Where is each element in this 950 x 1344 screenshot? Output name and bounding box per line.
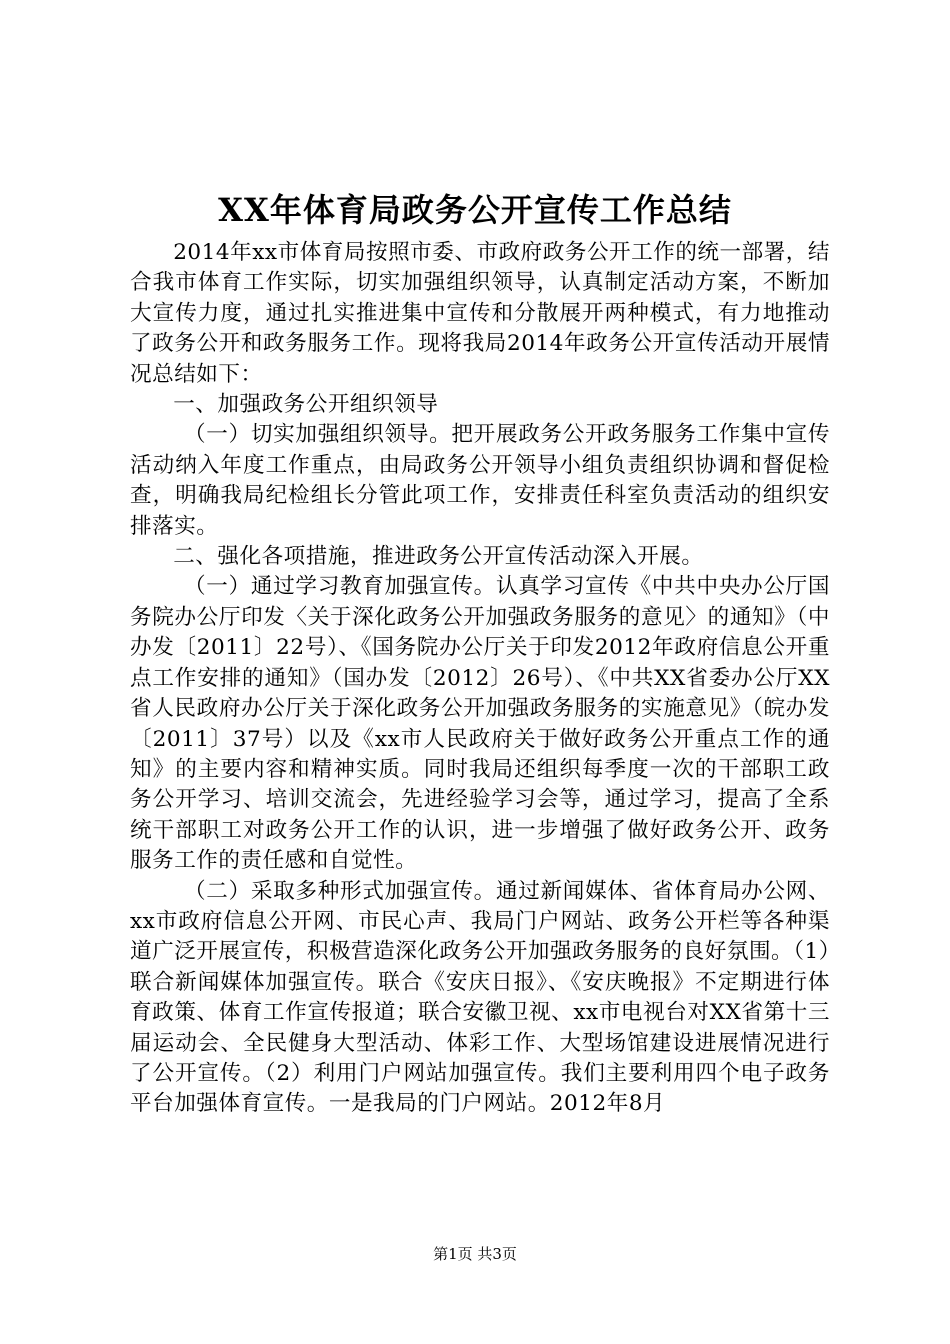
document-body — [130, 238, 830, 1120]
subsection-paragraph: （二）采取多种形式加强宣传。通过新闻媒体、省体育局办公网、xx市政府信息公开网、市民心声、我局门户网站、政务公开栏等各种渠道广泛开展宣传，积极营造深化政务公开加强政务服务的良好氛围。（1）联合新闻媒体加强宣传。联合《安庆日报》、《安庆晚报》不定期进行体育政策、体育工作宣传报道；联合安徽卫视、xx市电视台对XX省第十三届运动会、全民健身大型活动、体彩工作、大型场馆建设进展情况进行了公开宣传。（2）利用门户网站加强宣传。我们主要利用四个电子政务平台加强体育宣传。一是我局的门户网站。2012年8月 — [130, 878, 830, 1117]
intro-paragraph: 2014年xx市体育局按照市委、市政府政务公开工作的统一部署，结合我市体育工作实际，切实加强组织领导，认真制定活动方案，不断加大宣传力度，通过扎实推进集中宣传和分散展开两种模式，有力地推动了政务公开和政务服务工作。现将我局2014年政务公开宣传活动开展情况总结如下： — [130, 240, 830, 387]
section-heading-1: 一、加强政务公开组织领导 — [173, 392, 439, 418]
subsection-paragraph: （一）切实加强组织领导。把开展政务公开政务服务工作集中宣传活动纳入年度工作重点，由局政务公开领导小组负责组织协调和督促检查，明确我局纪检组长分管此项工作，安排责任科室负责活动的组织安排落实。 — [130, 422, 830, 539]
document-title: XX年体育局政务公开宣传工作总结 — [218, 191, 732, 229]
page-footer: 第1页 共3页 — [433, 1245, 517, 1263]
section-heading-2: 二、强化各项措施，推进政务公开宣传活动深入开展。 — [173, 544, 704, 570]
subsection-paragraph: （一）通过学习教育加强宣传。认真学习宣传《中共中央办公厅国务院办公厅印发〈关于深化政务公开加强政务服务的意见〉的通知》（中办发〔2011〕22号）、《国务院办公厅关于印发2012年政府信息公开重点工作安排的通知》（国办发〔2012〕26号）、《中共XX省委办公厅XX省人民政府办公厅关于深化政务公开加强政务服务的实施意见》（皖办发〔2011〕37号）以及《xx市人民政府关于做好政务公开重点工作的通知》的主要内容和精神实质。同时我局还组织每季度一次的干部职工政务公开学习、培训交流会，先进经验学习会等，通过学习，提高了全系统干部职工对政务公开工作的认识，进一步增强了做好政务公开、政务服务工作的责任感和自觉性。 — [130, 574, 830, 874]
